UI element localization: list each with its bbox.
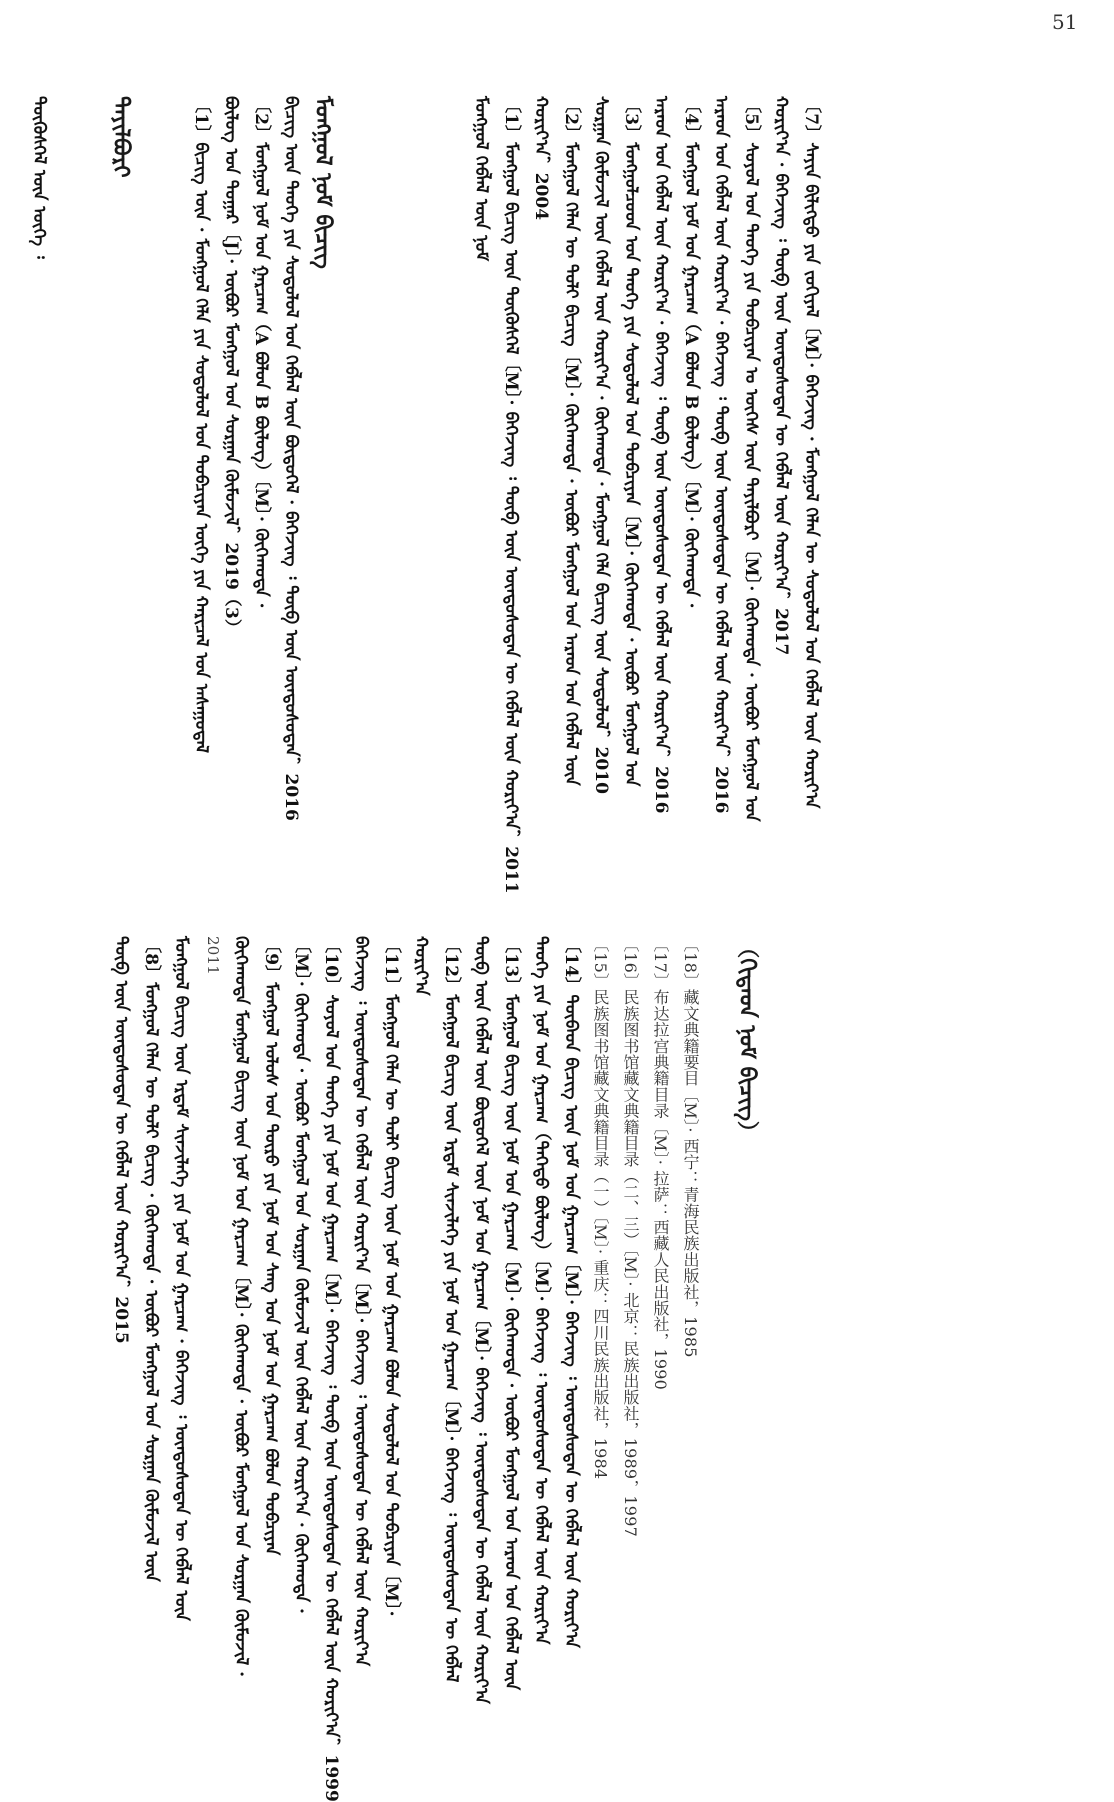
reference-line: 〔11〕ᠮᠣᠩᠭᠣᠯ ᠬᠡᠯᠡᠨ ᠦ ᠲᠣᠯᠢ ᠪᠢᠴᠢᠭ ᠦᠨ ᠨᠣᠮ ᠤᠨ ᠭᠠᠷᠴᠠᠭ ᠪᠣᠯᠣᠨ ᠰᠤᠳᠤᠯᠤᠯ ᠤᠨ ᠲᠣᠪᠴᠢᠶᠠᠨ〔M〕· [381, 936, 401, 1617]
reference-line: ᠮᠣᠩᠭᠣᠯ ᠬᠡᠪᠯᠡᠯ ᠦᠨ ᠨᠣᠮ [471, 96, 491, 262]
reference-line: 〔4〕ᠮᠣᠩᠭᠣᠯ ᠨᠣᠮ ᠤᠨ ᠭᠠᠷᠴᠠᠭ（A ᠪᠣᠯᠣᠨ B ᠪᠦᠯᠦᠭ）〔M〕· ᠬᠥᠬᠡᠬᠣᠲᠠ · [681, 96, 701, 609]
reference-line: ᠬᠣᠷᠢᠶ᠎ᠠ，2004 [531, 96, 551, 221]
reference-line: ᠰᠤᠷᠭᠠᠨ ᠬᠦᠮᠦᠵᠢᠯ ᠦᠨ ᠬᠡᠪᠯᠡᠯ ᠦᠨ ᠬᠣᠷᠢᠶ᠎ᠠ · ᠬᠥᠬᠡᠬᠣᠲᠠ · ᠮᠣᠩᠭᠣᠯ ᠬᠡᠯᠡ ᠪᠢᠴᠢᠭ ᠦᠨ ᠰᠤᠳᠤᠯᠤᠯ，2010 [591, 96, 611, 794]
reference-line: 〔5〕ᠰᠣᠶᠣᠯ ᠤᠨ ᠲᠡᠦᠬᠡ ᠶᠢᠨ ᠲᠣᠪᠴᠢᠶᠠᠨ ᠤ ᠦᠭᠡᠰ ᠦᠨ ᠲᠠᠶᠢᠯᠪᠦᠷᠢ〔M〕· ᠬᠥᠬᠡᠬᠣᠲᠠ · ᠥᠪᠥᠷ ᠮᠣᠩᠭᠣᠯ ᠤᠨ [741, 96, 761, 822]
reference-line: 〔9〕ᠮᠣᠩᠭᠣᠯ ᠤᠯᠤᠰ ᠤᠨ ᠲᠥᠷᠥ ᠶᠢᠨ ᠨᠣᠮ ᠤᠨ ᠰᠠᠩ ᠤᠨ ᠨᠣᠮ ᠤᠨ ᠭᠠᠷᠴᠠᠭ ᠪᠣᠯᠣᠨ ᠲᠣᠪᠴᠢᠶᠠᠨ [261, 936, 281, 1556]
reference-line: 〔13〕ᠮᠣᠩᠭᠣᠯ ᠪᠢᠴᠢᠭ ᠦᠨ ᠨᠣᠮ ᠤᠨ ᠭᠠᠷᠴᠠᠭ〔M〕· ᠬᠥᠬᠡᠬᠣᠲᠠ · ᠥᠪᠥᠷ ᠮᠣᠩᠭᠣᠯ ᠤᠨ ᠠᠷᠠᠳ ᠤᠨ ᠬᠡᠪᠯᠡᠯ ᠦᠨ [501, 936, 521, 1691]
reference-line: 〔8〕ᠮᠣᠩᠭᠣᠯ ᠬᠡᠯᠡᠨ ᠦ ᠲᠣᠯᠢ ᠪᠢᠴᠢᠭ · ᠬᠥᠬᠡᠬᠣᠲᠠ · ᠥᠪᠥᠷ ᠮᠣᠩᠭᠣᠯ ᠤᠨ ᠰᠤᠷᠭᠠᠨ ᠬᠦᠮᠦᠵᠢᠯ ᠦᠨ [141, 936, 161, 1582]
page-number: 51 [1052, 10, 1078, 34]
reference-line: ᠠᠷᠠᠳ ᠤᠨ ᠬᠡᠪᠯᠡᠯ ᠦᠨ ᠬᠣᠷᠢᠶ᠎ᠠ · ᠪᠡᠭᠡᠵᠢᠩ ᠄ ᠲᠥᠪ ᠦᠨ ᠦᠨᠳᠦᠰᠦᠲᠡᠨ ᠦ ᠬᠡᠪᠯᠡᠯ ᠦᠨ ᠬᠣᠷᠢᠶ᠎ᠠ，2016 [711, 96, 731, 814]
reference-line: 〔1〕ᠪᠢᠴᠢᠭ ᠦᠨ · ᠮᠣᠩᠭᠣᠯ ᠬᠡᠯᠡ ᠶᠢᠨ ᠰᠤᠳᠤᠯᠤᠯ ᠤᠨ ᠲᠣᠪᠴᠢᠶᠠᠨ ᠦᠭᠡ ᠶᠢᠨ ᠬᠠᠷᠢᠴᠠᠯ ᠤᠨ ᠠᠰᠠᠭᠤᠳᠠᠯ [191, 96, 211, 754]
reference-line: 〔2〕ᠮᠣᠩᠭᠣᠯ ᠬᠡᠯᠡᠨ ᠦ ᠲᠣᠯᠢ ᠪᠢᠴᠢᠭ〔M〕· ᠬᠥᠬᠡᠬᠣᠲᠠ · ᠥᠪᠥᠷ ᠮᠣᠩᠭᠣᠯ ᠤᠨ ᠠᠷᠠᠳ ᠤᠨ ᠬᠡᠪᠯᠡᠯ ᠦᠨ [561, 96, 581, 786]
reference-line: ᠬᠣᠷᠢᠶ᠎ᠠ [411, 936, 431, 996]
reference-line: ᠬᠣᠷᠢᠶ᠎ᠠ · ᠪᠡᠭᠡᠵᠢᠩ ᠄ ᠲᠥᠪ ᠦᠨ ᠦᠨᠳᠦᠰᠦᠲᠡᠨ ᠦ ᠬᠡᠪᠯᠡᠯ ᠦᠨ ᠬᠣᠷᠢᠶ᠎ᠠ，2017 [771, 96, 791, 656]
reference-line: 〔M〕· ᠬᠥᠬᠡᠬᠣᠲᠠ · ᠥᠪᠥᠷ ᠮᠣᠩᠭᠣᠯ ᠤᠨ ᠰᠤᠷᠭᠠᠨ ᠬᠦᠮᠦᠵᠢᠯ ᠦᠨ ᠬᠡᠪᠯᠡᠯ ᠦᠨ ᠬᠣᠷᠢᠶ᠎ᠠ · ᠬᠥᠬᠡᠬᠣᠲᠠ · [291, 936, 311, 1614]
reference-line: ᠬᠥᠬᠡᠬᠣᠲᠠ ᠮᠣᠩᠭᠣᠯ ᠪᠢᠴᠢᠭ ᠦᠨ ᠨᠣᠮ ᠤᠨ ᠭᠠᠷᠴᠠᠭ〔M〕· ᠬᠥᠬᠡᠬᠣᠲᠠ · ᠥᠪᠥᠷ ᠮᠣᠩᠭᠣᠯ ᠤᠨ ᠰᠤᠷᠭᠠᠨ ᠬᠦᠮᠦᠵᠢᠯ · [231, 936, 251, 1678]
reference-line: 〔3〕ᠮᠣᠩᠭᠣᠯᠴᠤᠳ ᠤᠨ ᠲᠡᠦᠬᠡ ᠶᠢᠨ ᠰᠤᠳᠤᠯᠤᠯ ᠤᠨ ᠲᠣᠪᠴᠢᠶᠠᠨ〔M〕· ᠬᠥᠬᠡᠬᠣᠲᠠ · ᠥᠪᠥᠷ ᠮᠣᠩᠭᠣᠯ ᠤᠨ [621, 96, 641, 787]
reference-line: ᠲᠥᠪ ᠦᠨ ᠦᠨᠳᠦᠰᠦᠲᠡᠨ ᠦ ᠬᠡᠪᠯᠡᠯ ᠦᠨ ᠬᠣᠷᠢᠶ᠎ᠠ，2015 [111, 936, 131, 1344]
closing-line: ᠲᠥᠭᠦᠰᠬᠡᠯ ᠦᠨ ᠦᠭᠡ ᠄ [29, 96, 49, 259]
reference-line: 〔14〕ᠲᠥᠪᠡᠳ ᠪᠢᠴᠢᠭ ᠦᠨ ᠨᠣᠮ ᠤᠨ ᠭᠠᠷᠴᠠᠭ〔M〕· ᠪᠡᠭᠡᠵᠢᠩ ᠄ ᠦᠨᠳᠦᠰᠦᠲᠡᠨ ᠦ ᠬᠡᠪᠯᠡᠯ ᠦᠨ ᠬᠣᠷᠢᠶ᠎ᠠ [561, 936, 581, 1648]
subheading: ᠲᠠᠶᠢᠯᠪᠦᠷᠢ [108, 96, 134, 178]
reference-line: 〔12〕ᠮᠣᠩᠭᠣᠯ ᠪᠢᠴᠢᠭ ᠦᠨ ᠡᠷᠳᠡᠮ ᠰᠢᠨᠵᠢᠯᠡᠭᠡ ᠶᠢᠨ ᠨᠣᠮ ᠤᠨ ᠭᠠᠷᠴᠠᠭ〔M〕· ᠪᠡᠭᠡᠵᠢᠩ ᠄ ᠦᠨᠳᠦᠰᠦᠲᠡᠨ ᠦ ᠬᠡᠪᠯᠡᠯ [441, 936, 461, 1683]
reference-line: ᠮᠣᠩᠭᠣᠯ ᠪᠢᠴᠢᠭ ᠦᠨ ᠡᠷᠳᠡᠮ ᠰᠢᠨᠵᠢᠯᠡᠭᠡ ᠶᠢᠨ ᠨᠣᠮ ᠤᠨ ᠭᠠᠷᠴᠠᠭ · ᠪᠡᠭᠡᠵᠢᠩ ᠄ ᠦᠨᠳᠦᠰᠦᠲᠡᠨ ᠦ ᠬᠡᠪᠯᠡᠯ ᠦᠨ [171, 936, 191, 1621]
reference-line: 〔2〕ᠮᠣᠩᠭᠣᠯ ᠨᠣᠮ ᠤᠨ ᠭᠠᠷᠴᠠᠭ（A ᠪᠣᠯᠣᠨ B ᠪᠦᠯᠦᠭ）〔M〕· ᠬᠥᠬᠡᠬᠣᠲᠠ · [251, 96, 271, 609]
reference-line: ᠲᠥᠪ ᠦᠨ ᠬᠡᠪᠯᠡᠯ ᠦᠨ ᠪᠦᠲᠦᠭᠡᠯ ᠦᠨ ᠨᠣᠮ ᠤᠨ ᠭᠠᠷᠴᠠᠭ〔M〕· ᠪᠡᠭᠡᠵᠢᠩ ᠄ ᠦᠨᠳᠦᠰᠦᠲᠡᠨ ᠦ ᠬᠡᠪᠯᠡᠯ ᠦᠨ ᠬᠣᠷᠢᠶ᠎ᠠ [471, 936, 491, 1704]
reference-line: 〔17〕布达拉宫典籍目录〔M〕· 拉萨：西藏人民出版社，1990 [651, 936, 670, 1391]
chinese-section-heading: （ᠬᠢᠲᠠᠳ ᠨᠣᠮ ᠪᠢᠴᠢᠭ） [734, 936, 760, 1144]
reference-line: 〔7〕ᠰᠠᠶᠢᠨ ᠪᠢᠯᠢᠭᠲᠦ ᠶᠢᠨ ᠵᠣᠬᠢᠶᠠᠯ〔M〕· ᠪᠡᠭᠡᠵᠢᠩ · ᠮᠣᠩᠭᠣᠯ ᠬᠡᠯᠡᠨ ᠦ ᠰᠤᠳᠤᠯᠤᠯ ᠤᠨ ᠬᠡᠪᠯᠡᠯ ᠦᠨ ᠬᠣᠷᠢᠶ᠎ᠠ [801, 96, 821, 809]
reference-line: 〔1〕ᠮᠣᠩᠭᠣᠯ ᠪᠢᠴᠢᠭ ᠦᠨ ᠲᠥᠭᠦᠰᠬᠡᠯ〔M〕· ᠪᠡᠭᠡᠵᠢᠩ ᠄ ᠲᠥᠪ ᠦᠨ ᠦᠨᠳᠦᠰᠦᠲᠡᠨ ᠦ ᠬᠡᠪᠯᠡᠯ ᠦᠨ ᠬᠣᠷᠢᠶ᠎ᠠ，2011 [501, 96, 521, 894]
reference-line: 〔16〕民族图书馆藏文典籍目录（二、三）〔M〕· 北京：民族出版社，1989，1997 [621, 936, 640, 1537]
reference-line: 〔10〕ᠰᠣᠶᠣᠯ ᠤᠨ ᠲᠡᠦᠬᠡ ᠶᠢᠨ ᠨᠣᠮ ᠤᠨ ᠭᠠᠷᠴᠠᠭ〔M〕· ᠪᠡᠭᠡᠵᠢᠩ ᠄ ᠲᠥᠪ ᠦᠨ ᠦᠨᠳᠦᠰᠦᠲᠡᠨ ᠦ ᠬᠡᠪᠯᠡᠯ ᠦᠨ ᠬᠣᠷᠢᠶ᠎ᠠ，1999 [321, 936, 341, 1802]
reference-year: 2011 [204, 936, 222, 975]
reference-line: ᠪᠡᠭᠡᠵᠢᠩ ᠄ ᠦᠨᠳᠦᠰᠦᠲᠡᠨ ᠦ ᠬᠡᠪᠯᠡᠯ ᠦᠨ ᠬᠣᠷᠢᠶ᠎ᠠ〔M〕· ᠪᠡᠭᠡᠵᠢᠩ ᠄ ᠦᠨᠳᠦᠰᠦᠲᠡᠨ ᠦ ᠬᠡᠪᠯᠡᠯ ᠦᠨ ᠬᠣᠷᠢᠶ᠎ᠠ [351, 936, 371, 1667]
section-heading: ᠮᠣᠩᠭᠣᠯ ᠨᠣᠮ ᠪᠢᠴᠢᠭ [310, 96, 336, 269]
reference-line: 〔15〕民族图书馆藏文典籍目录（一）〔M〕· 重庆：四川民族出版社，1984 [591, 936, 610, 1480]
reference-line: ᠠᠷᠠᠳ ᠤᠨ ᠬᠡᠪᠯᠡᠯ ᠦᠨ ᠬᠣᠷᠢᠶ᠎ᠠ · ᠪᠡᠭᠡᠵᠢᠩ ᠄ ᠲᠥᠪ ᠦᠨ ᠦᠨᠳᠦᠰᠦᠲᠡᠨ ᠦ ᠬᠡᠪᠯᠡᠯ ᠦᠨ ᠬᠣᠷᠢᠶ᠎ᠠ，2016 [651, 96, 671, 814]
reference-line: 〔18〕藏文典籍要目〔M〕· 西宁：青海民族出版社，1985 [681, 936, 700, 1358]
reference-line: ᠪᠦᠯᠦᠭ ᠤᠨ ᠳᠤᠭᠠᠷ〔J〕· ᠥᠪᠥᠷ ᠮᠣᠩᠭᠣᠯ ᠤᠨ ᠰᠤᠷᠭᠠᠨ ᠬᠦᠮᠦᠵᠢᠯ，2019（3） [221, 96, 241, 637]
reference-line: ᠲᠡᠦᠬᠡ ᠶᠢᠨ ᠨᠣᠮ ᠤᠨ ᠭᠠᠷᠴᠠᠭ（ᠳᠡᠭᠡᠳᠦ ᠪᠦᠯᠦᠭ）〔M〕· ᠪᠡᠭᠡᠵᠢᠩ ᠄ ᠦᠨᠳᠦᠰᠦᠲᠡᠨ ᠦ ᠬᠡᠪᠯᠡᠯ ᠦᠨ ᠬᠣᠷᠢᠶ᠎ᠠ [531, 936, 551, 1645]
reference-line: ᠪᠢᠴᠢᠭ ᠦᠨ ᠲᠡᠦᠬᠡ ᠶᠢᠨ ᠰᠤᠳᠤᠯᠤᠯ ᠤᠨ ᠬᠡᠪᠯᠡᠯ ᠦᠨ ᠪᠦᠲᠦᠭᠡᠯ · ᠪᠡᠭᠡᠵᠢᠩ ᠄ ᠲᠥᠪ ᠦᠨ ᠦᠨᠳᠦᠰᠦᠲᠡᠨ，2016 [281, 96, 301, 821]
